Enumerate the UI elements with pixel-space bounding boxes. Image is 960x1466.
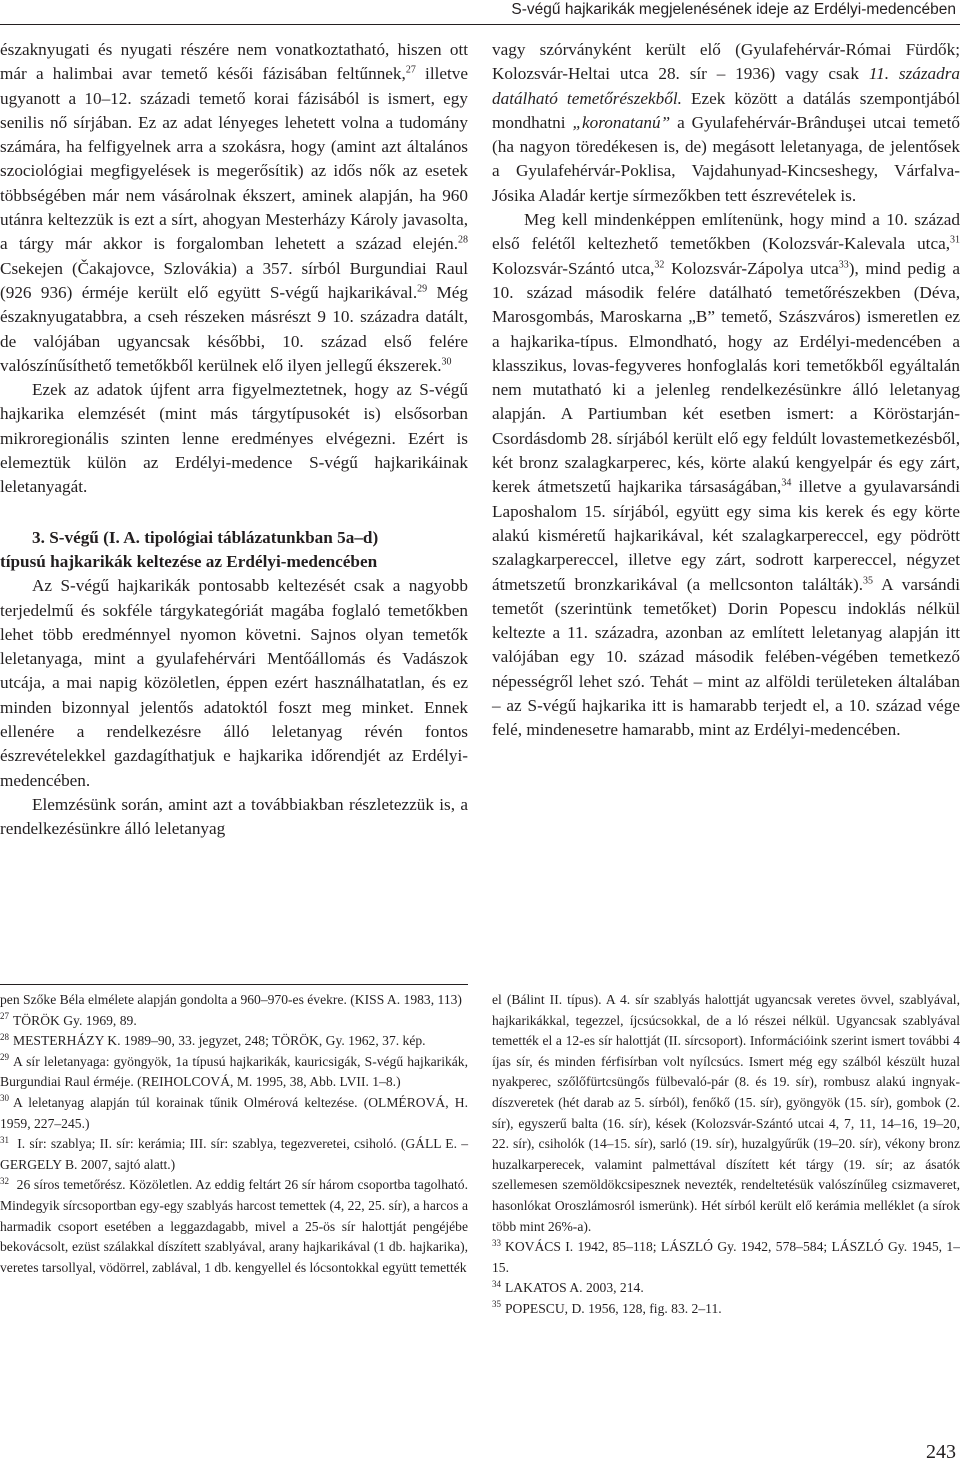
- left-paragraph-3: Az S-végű hajkarikák pontosabb keltezését csak a nagyobb terjedelmű és sokféle tárgykategóriát magába foglaló temetőkben lehet több eredménnyel nyomon követni. Sajnos olyan temetők leletanyaga, mint a gyulafehérvári Mentőállomás és Vadászok utcája, a mai napig közöletlen, éppen ezért használhatatlan, és ez minden bizonnyal jelentős adatoktól foszt meg minket. Ennek ellenére a rendelkezésre álló leletanyag révén fontos észrevételekkel gazdagíthatjuk e hajkarika időrendjét az Erdélyi-medencében.: [0, 576, 468, 790]
- left-column: [0, 38, 468, 842]
- footnote-30: $^{30}$ A leletanyag alapján túl korainak tűnik Olmérová keltezése. (OLMÉROVÁ, H. 1959, 227–245.): [0, 1093, 468, 1131]
- left-paragraph-4: Elemzésünk során, amint azt a továbbiakban részletezzük is, a rendelkezésünkre álló leletanyag: [0, 794, 468, 839]
- footnotes-left: [0, 990, 468, 1278]
- footnote: pen Szőke Béla elmélete alapján gondolta a 960–970-es évekre. (KISS A. 1983, 113): [0, 992, 462, 1007]
- right-paragraph-2: Meg kell mindenképpen említenünk, hogy mind a 10. század első felétől keltezhető temetőkben (Kolozsvár-Kalevala utca,$^{31}$ Kolozsvár-Szántó utca,$^{32}$ Kolozsvár-Zápolya utca$^{33}$), mind pedig a 10. század második felére datálható temetőrészekben (Déva, Marosgombás, Maroskarna „B” temető, Szászváros) ismeretlen ez a hajkarika-típus. Elmondható, hogy az Erdélyi-medencében a klasszikus, lovas-fegyveres honfoglalás kori temetőkből egyáltalán nem mutatható ki a jelenleg rendelkezésünkre álló leletanyag alapján. A Partiumban két esetben ismert: a Köröstarján-Csordásdomb 28. sírjából került elő egy feldúlt lovastemetkezésből, két bronz szalagkarperec, kés, körte alakú kengyelpár és egy zárt, kerek átmetszetű hajkarika társaságában,$^{34}$ illetve a gyulavarsándi Laposhalom 15. sírjából, együtt egy sima kis kerek és egy körte alakú kisméretű hajkarikával, két szalagkarpereccel, egy pödrött szalagkarpereccel, illetve egy zárt, sodrott karpereccel, négyzet átmetszetű bronzkarikával (a mellcsonton találták).$^{35}$ A varsándi temetőt (szerintünk temetőket) Dorin Popescu indoklás nélkül keltezte a 11. századra, azonban az említett leletanyag alapján itt valójában egy 10. század második felében-végében temetkező népességről lehet szó. Tehát – mint az alföldi területeken általában – az S-végű hajkarika itt is hamarabb terjedt el, a 10. század vége felé, mindenesetre hamarabb, mint az Erdélyi-medencében.: [492, 210, 960, 740]
- footnote-27: $^{27}$ TÖRÖK Gy. 1969, 89.: [0, 1011, 137, 1028]
- page-number: 243: [926, 1441, 956, 1463]
- running-header: [0, 0, 960, 26]
- right-paragraph-1: vagy szórványként került elő (Gyulafehérvár-Római Fürdők; Kolozsvár-Heltai utca 28. sír – 1936) vagy csak 11. századra datálható temetőrészekből. Ezek között a datálás szempontjából mondhatni „koronatanú” a Gyulafehérvár-Brânduşei utcai temető (ha nagyon töredékesen is, de) megásott leletanyaga, de jelentősek a Gyulafehérvár-Poklisa, Vajdahunyad-Kincseshegy, Várfalva-Jósika Aladár kertje sírmezőkben tett észrevételek is.: [492, 40, 960, 205]
- header-rule: [0, 24, 960, 25]
- left-paragraph-1: északnyugati és nyugati részére nem vonatkoztatható, hiszen ott már a halimbai avar temető késői fázisában feltűnnek,$^{27}$ illetve ugyanott a 10–12. századi temető korai fázisából is ismert, egy senilis nő sírjában. Ez az adat lényeges lehetett volna a tudomány számára, ha felfigyelnek arra a szokásra, hogy (amint azt általános szociológiai megfigyelések is megerősítik) az idős nők az esetek többségében már nem vásárolnak ékszert, aminek alapján, ha 960 utánra keltezzük is ezt a sírt, ahogyan Mesterházy Károly javasolta, a tárgy már akkor is forgalomban lehetett a század elején.$^{28}$ Csekejen (Čakajovce, Szlovákia) a 357. sírból Burgundiai Raul (926 936) érméje került elő együtt S-végű hajkarikával.$^{29}$ Még északnyugatabbra, a cseh részeken másrészt 9 10. századra datált, de valójában ugyancsak későbbi, 10. század első felére valószínűsíthető temetőkből kerülnek elő ilyen jellegű ékszerek.$^{30}$: [0, 40, 468, 375]
- right-column: [492, 38, 960, 743]
- footnotes-right: [492, 990, 960, 1320]
- left-paragraph-2: Ezek az adatok újfent arra figyelmeztetnek, hogy az S-végű hajkarika elemzését (mint más tárgytípusokét is) elsősorban mikroregionális szinten lenne eredményes elvégezni. Ezért is elemeztük külön az Erdélyi-medence S-végű hajkarikáinak leletanyagát.: [0, 380, 468, 497]
- footnote-31: $^{31}$ I. sír: szablya; II. sír: kerámia; III. sír: szablya, tegezveretei, csiholó. (GÁLL E. – GERGELY B. 2007, sajtó alatt.): [0, 1134, 468, 1172]
- footnote-32: $^{32}$ 26 síros temetőrész. Közöletlen. Az eddig feltárt 26 sír három csoportba tagolható. Mindegyik sírcsoportban egy-egy szablyás harcost temettek (4, 22, 25. sír), a harcos a harmadik csoport esetében a leggazdagabb, mivel a 25-ös sír halottját pengéjébe bekovácsolt, ezüst szálakkal díszített szablyával, arany hajkarikával (1 db. hajkarika), veretes tarsollyal, vödörrel, zablával, 1 db. kengyellel és lócsontokkal együtt temették: [0, 1175, 468, 1275]
- section-heading-line-2: típusú hajkarikák keltezése az Erdélyi-medencében: [0, 551, 378, 571]
- section-heading: 3. S-végű (I. A. tipológiai táblázatunkban 5a–d): [32, 527, 379, 547]
- footnote-34: $^{34}$ LAKATOS A. 2003, 214.: [492, 1278, 644, 1296]
- footnote-29: $^{29}$ A sír leletanyaga: gyöngyök, 1a típusú hajkarikák, kauricsigák, S-végű hajkarikák, Burgundiai Raul érméje. (REIHOLCOVÁ, M. 1995, 38, Abb. LVII. 1–8.): [0, 1052, 468, 1090]
- footnote-28: $^{28}$ MESTERHÁZY K. 1989–90, 33. jegyzet, 248; TÖRÖK, Gy. 1962, 37. kép.: [0, 1031, 426, 1049]
- footnote-32-continued: el (Bálint II. típus). A 4. sír szablyás halottját ugyancsak veretes övvel, szablyával, hajkarikákkal, tegezzel, íjcsúcsokkal, de a ló részei nélkül. Ugyancsak szablyával temették el a 12-es sír halottját (II. sírcsoport). Információink szerint ismert további 4 íjas sír, és minden férfisírban volt nyílcsúcs. Ismert még egy szálból készült huzal nyakperec, szőlőfürtcsüngős fülbevaló-pár (8. és 19. sír), rombusz alakú ingnyak-díszveretek (hét darab az 5. sírból), fenőkő (15. sír), gyöngyök (15. sír), gombok (2. sír), egyszerű balta (16. sír), kések (Kolozsvár-Szántó utcai 4, 7, 11, 14–16, 19–20, 22. sír), csiholók (14–15. sír), sarló (19. sír), huzalgyűrűk (19–20. sír), vékony bronz huzalkarperecek, valamint palmettával díszített két tárgy (19. sír; az ásatók szellemesen szemöldökcsipesznek nevezték, rendeltetésük valószínűleg csizmaveret, hasonlókat Oroszlámosról ismerünk). Hét sírból került elő kerámia melléklet (a sírok több mint 26%-a).: [492, 992, 960, 1234]
- running-title: S-végű hajkarikák megjelenésének ideje az Erdélyi-medencében: [511, 1, 956, 18]
- footnote-33: $^{33}$ KOVÁCS I. 1942, 85–118; LÁSZLÓ Gy. 1942, 578–584; LÁSZLÓ Gy. 1945, 1–15.: [492, 1237, 960, 1275]
- footnote-35: $^{35}$ POPESCU, D. 1956, 128, fig. 83. 2–11.: [492, 1299, 722, 1316]
- footnote-rule: [0, 984, 468, 985]
